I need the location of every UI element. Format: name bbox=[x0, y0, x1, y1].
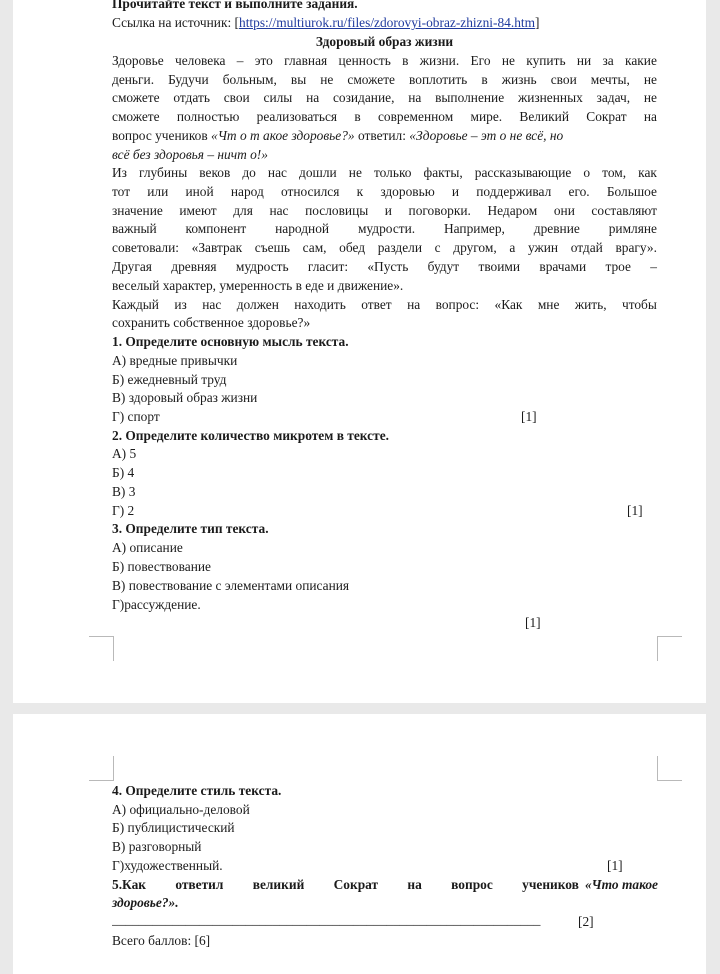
word: имеют bbox=[179, 203, 217, 218]
word: а bbox=[509, 240, 516, 255]
paragraph-line bbox=[112, 164, 657, 182]
question-4-option-d: Г)художественный. bbox=[112, 858, 223, 873]
word: ответил bbox=[175, 877, 224, 892]
question-3-option-b: Б) повествование bbox=[112, 559, 211, 574]
word: и bbox=[451, 184, 460, 199]
question-5-quote: «Что такое bbox=[584, 877, 658, 892]
crop-mark bbox=[89, 756, 114, 781]
word: не bbox=[643, 72, 657, 87]
word: сможете bbox=[112, 109, 160, 124]
word: мудрость bbox=[235, 259, 289, 274]
word: нас bbox=[269, 203, 289, 218]
word: и bbox=[384, 203, 392, 218]
word: другом, bbox=[453, 240, 497, 255]
word: том, bbox=[602, 165, 627, 180]
word: Недаром bbox=[487, 203, 538, 218]
question-2-option-d: Г) 2 bbox=[112, 503, 135, 518]
question-2-score: [1] bbox=[627, 503, 643, 518]
word: в bbox=[481, 72, 488, 87]
word: мире. bbox=[470, 109, 503, 124]
word: народной bbox=[275, 221, 330, 236]
word: деньги. bbox=[112, 72, 155, 87]
word: врагу». bbox=[615, 240, 657, 255]
word: сможете bbox=[347, 72, 395, 87]
question-5-score: [2] bbox=[578, 914, 594, 929]
word: человека bbox=[174, 53, 226, 68]
word: компонент bbox=[185, 221, 247, 236]
quote-answer: «Здоровье – эт о не всё, но bbox=[409, 128, 564, 143]
question-1-option-a: А) вредные привычки bbox=[112, 353, 238, 368]
question-5-words bbox=[112, 876, 579, 894]
word: отдать bbox=[173, 90, 210, 105]
paragraph-line bbox=[112, 220, 657, 238]
word: «Как bbox=[494, 297, 523, 312]
word: факты, bbox=[423, 165, 463, 180]
word: должен bbox=[236, 297, 279, 312]
word: только bbox=[373, 165, 412, 180]
question-4-option-b: Б) публицистический bbox=[112, 820, 235, 835]
word: мудрости. bbox=[357, 221, 416, 236]
word: в bbox=[354, 109, 361, 124]
word: до bbox=[242, 165, 256, 180]
word: мне bbox=[537, 297, 560, 312]
word: ответ bbox=[361, 297, 392, 312]
word: не bbox=[643, 90, 657, 105]
text-span: ответил: bbox=[354, 128, 410, 143]
word: Из bbox=[112, 165, 127, 180]
paragraph-line bbox=[112, 89, 657, 107]
word: Будучи bbox=[168, 72, 209, 87]
word: рассказывающие bbox=[474, 165, 572, 180]
word: о bbox=[583, 165, 591, 180]
word: трое bbox=[605, 259, 631, 274]
paragraph-line bbox=[112, 202, 657, 220]
crop-mark bbox=[657, 756, 682, 781]
word: современном bbox=[377, 109, 454, 124]
question-1-option-b: Б) ежедневный труд bbox=[112, 372, 227, 387]
word: на bbox=[306, 90, 320, 105]
paragraph-line-quote bbox=[112, 127, 657, 145]
word: древняя bbox=[171, 259, 217, 274]
word: мечты, bbox=[590, 72, 630, 87]
answer-line[interactable]: ________________________________________________________________ bbox=[112, 912, 541, 927]
word: ценность bbox=[338, 53, 391, 68]
word: на bbox=[407, 297, 421, 312]
word: как bbox=[638, 165, 657, 180]
question-2-option-c: В) 3 bbox=[112, 484, 136, 499]
word: сможете bbox=[112, 90, 160, 105]
word: раздели bbox=[377, 240, 423, 255]
word: сам, bbox=[302, 240, 327, 255]
word: «Пусть bbox=[367, 259, 409, 274]
paragraph-line bbox=[112, 296, 657, 314]
word: Например, bbox=[443, 221, 505, 236]
source-link[interactable]: https://multiurok.ru/files/zdorovyi-obraz-zhizni-84.htm bbox=[239, 15, 536, 30]
question-2-option-b: Б) 4 bbox=[112, 465, 135, 480]
word: поддерживал bbox=[476, 184, 552, 199]
question-3-score: [1] bbox=[525, 615, 541, 630]
word: за bbox=[602, 53, 614, 68]
source-close: ] bbox=[535, 15, 540, 30]
paragraph-line bbox=[112, 239, 657, 257]
word: чтобы bbox=[621, 297, 657, 312]
word: врачами bbox=[539, 259, 587, 274]
word: гласит: bbox=[307, 259, 349, 274]
word: Великий bbox=[519, 109, 569, 124]
word: они bbox=[553, 203, 575, 218]
question-5-quote-end: здоровье?». bbox=[112, 895, 179, 910]
source-line bbox=[112, 14, 540, 32]
word: для bbox=[233, 203, 253, 218]
word: глубины bbox=[139, 165, 188, 180]
word: Его bbox=[470, 53, 491, 68]
word: из bbox=[174, 297, 187, 312]
word: свои bbox=[223, 90, 250, 105]
word: с bbox=[434, 240, 441, 255]
word: реализоваться bbox=[256, 109, 338, 124]
word: дошли bbox=[299, 165, 337, 180]
question-3-option-d: Г)рассуждение. bbox=[112, 597, 201, 612]
word: какие bbox=[625, 53, 657, 68]
word: ни bbox=[576, 53, 592, 68]
question-1-option-c: В) здоровый образ жизни bbox=[112, 390, 258, 405]
word: Здоровье bbox=[112, 53, 164, 68]
question-4-title: 4. Определите стиль текста. bbox=[112, 783, 282, 798]
word: 5.Как bbox=[112, 877, 146, 892]
word: относился bbox=[280, 184, 340, 199]
word: или bbox=[147, 184, 169, 199]
word: – bbox=[650, 259, 657, 274]
document-title: Здоровый образ жизни bbox=[315, 34, 454, 49]
question-4-option-c: В) разговорный bbox=[112, 839, 202, 854]
word: пословицы bbox=[305, 203, 369, 218]
word: жизненных bbox=[517, 90, 583, 105]
question-2-option-a: А) 5 bbox=[112, 446, 137, 461]
word: тот bbox=[112, 184, 131, 199]
word: Сократ bbox=[586, 109, 627, 124]
word: учеников bbox=[522, 877, 579, 892]
question-4-score: [1] bbox=[607, 858, 623, 873]
paragraph-line bbox=[112, 52, 657, 70]
word: поговорки. bbox=[408, 203, 471, 218]
word: древние bbox=[533, 221, 580, 236]
word: здоровью bbox=[380, 184, 435, 199]
word: Другая bbox=[112, 259, 152, 274]
word: находить bbox=[294, 297, 346, 312]
word: значение bbox=[112, 203, 163, 218]
word: важный bbox=[112, 221, 157, 236]
question-1-option-d: Г) спорт bbox=[112, 409, 160, 424]
word: ужин bbox=[527, 240, 559, 255]
word: в bbox=[402, 53, 409, 68]
paragraph-line bbox=[112, 183, 657, 201]
word: нас bbox=[267, 165, 287, 180]
question-5-line bbox=[112, 876, 658, 894]
word: составляют bbox=[591, 203, 657, 218]
word: иной bbox=[185, 184, 214, 199]
word: воплотить bbox=[409, 72, 468, 87]
paragraph-line: сохранить собственное здоровье?» bbox=[112, 315, 311, 330]
question-1-score: [1] bbox=[521, 409, 537, 424]
source-label: Ссылка на источник: [ bbox=[112, 15, 240, 30]
word: будут bbox=[427, 259, 460, 274]
crop-mark bbox=[89, 636, 114, 661]
paragraph-line bbox=[112, 258, 657, 276]
paragraph-line bbox=[112, 108, 657, 126]
instruction-heading: Прочитайте текст и выполните задания. bbox=[112, 0, 358, 11]
word: его. bbox=[568, 184, 590, 199]
word: съешь bbox=[254, 240, 290, 255]
question-3-title: 3. Определите тип текста. bbox=[112, 521, 269, 536]
word: выполнение bbox=[435, 90, 505, 105]
word: не bbox=[348, 165, 362, 180]
word: вопрос: bbox=[435, 297, 480, 312]
quote-answer-end: всё без здоровья – ничт о!» bbox=[112, 147, 268, 162]
word: Каждый bbox=[112, 297, 159, 312]
paragraph-line bbox=[112, 71, 657, 89]
paragraph-line: веселый характер, умеренность в еде и движение». bbox=[112, 278, 404, 293]
word: задач, bbox=[596, 90, 631, 105]
word: – bbox=[236, 53, 244, 68]
word: созидание, bbox=[332, 90, 395, 105]
crop-mark bbox=[657, 636, 682, 661]
word: свои bbox=[550, 72, 577, 87]
word: полностью bbox=[176, 109, 240, 124]
word: больным, bbox=[222, 72, 277, 87]
word: жизни. bbox=[419, 53, 460, 68]
quote-question: «Чт о т акое здоровье?» bbox=[211, 128, 355, 143]
word: отдай bbox=[570, 240, 603, 255]
total-score: Всего баллов: [6] bbox=[112, 933, 211, 948]
word: «Завтрак bbox=[191, 240, 243, 255]
word: купить bbox=[526, 53, 566, 68]
word: Большое bbox=[606, 184, 657, 199]
word: великий bbox=[252, 877, 305, 892]
word: обед bbox=[339, 240, 366, 255]
word: на bbox=[407, 877, 422, 892]
question-1-title: 1. Определите основную мысль текста. bbox=[112, 334, 349, 349]
question-3-option-c: В) повествование с элементами описания bbox=[112, 578, 350, 593]
word: к bbox=[356, 184, 364, 199]
word: это bbox=[254, 53, 273, 68]
word: веков bbox=[199, 165, 231, 180]
word: вы bbox=[290, 72, 307, 87]
word: не bbox=[320, 72, 334, 87]
word: жить, bbox=[574, 297, 607, 312]
question-4-option-a: А) официально-деловой bbox=[112, 802, 250, 817]
word: нас bbox=[202, 297, 222, 312]
question-3-option-a: А) описание bbox=[112, 540, 183, 555]
word: главная bbox=[284, 53, 328, 68]
text-span: вопрос учеников bbox=[112, 128, 212, 143]
word: народ bbox=[230, 184, 264, 199]
question-2-title: 2. Определите количество микротем в тексте. bbox=[112, 428, 389, 443]
word: на bbox=[643, 109, 657, 124]
word: не bbox=[501, 53, 515, 68]
word: жизнь bbox=[501, 72, 537, 87]
word: советовали: bbox=[112, 240, 179, 255]
word: римляне bbox=[608, 221, 657, 236]
word: на bbox=[408, 90, 422, 105]
word: твоими bbox=[478, 259, 521, 274]
word: Сократ bbox=[333, 877, 379, 892]
word: вопрос bbox=[451, 877, 493, 892]
word: силы bbox=[263, 90, 293, 105]
